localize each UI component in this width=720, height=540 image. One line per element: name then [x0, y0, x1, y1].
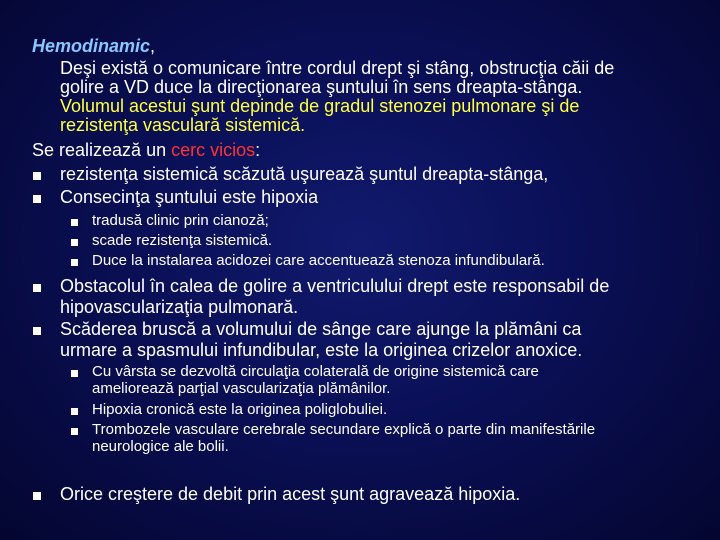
bullet-b-line-2: hipovascularizaţia pulmonară.	[60, 297, 299, 317]
intro-line-3: Volumul acestui şunt depinde de gradul stenozei pulmonare şi de	[60, 96, 580, 116]
sub-bullet-square-icon	[71, 219, 78, 226]
bullet-item: rezistenţa sistemică scăzută uşurează şuntul dreapta-stânga,	[60, 164, 549, 184]
intro-line-2: golire a VD duce la direcţionarea şuntului în sens dreapta-stânga.	[60, 77, 583, 97]
bullet-c-line-1: Scăderea bruscă a volumului de sânge care ajunge la plămâni ca	[60, 319, 582, 339]
title-text: Hemodinamic	[32, 36, 151, 56]
bullet-square-icon	[33, 327, 41, 335]
sub-bullet-square-icon	[71, 408, 78, 415]
sub-c-item-3-line-2: neurologice ale bolii.	[92, 438, 229, 455]
title-comma: ,	[150, 36, 156, 56]
cycle-statement	[32, 140, 260, 161]
sub-bullet-item: Duce la instalarea acidozei care accentuează stenoza infundibulară.	[92, 252, 545, 269]
statement-suffix: :	[255, 140, 261, 160]
sub-bullet-square-icon	[71, 259, 78, 266]
bullet-item: Consecinţa şuntului este hipoxia	[60, 187, 319, 207]
sub-c-item-2: Hipoxia cronică este la originea poliglobuliei.	[92, 401, 388, 418]
bullet-b-line-1: Obstacolul în calea de golire a ventriculului drept este responsabil de	[60, 276, 610, 296]
slide-title	[32, 36, 155, 57]
sub-bullet-item: tradusă clinic prin cianoză;	[92, 212, 269, 229]
bullet-square-icon	[33, 195, 41, 203]
sub-bullet-square-icon	[71, 239, 78, 246]
sub-c-item-3-line-1: Trombozele vasculare cerebrale secundare explică o parte din manifestările	[92, 421, 596, 438]
bullet-square-icon	[33, 284, 41, 292]
statement-prefix: Se realizează un	[32, 140, 172, 160]
bullet-square-icon	[33, 492, 41, 500]
sub-bullet-item: scade rezistenţa sistemică.	[92, 232, 273, 249]
bullet-d: Orice creştere de debit prin acest şunt agravează hipoxia.	[60, 484, 521, 504]
statement-highlight: cerc vicios	[171, 140, 256, 160]
sub-c-item-1-line-1: Cu vârsta se dezvoltă circulaţia colaterală de origine sistemică care	[92, 363, 539, 380]
bullet-square-icon	[33, 172, 41, 180]
bullet-c-line-2: urmare a spasmului infundibular, este la originea crizelor anoxice.	[60, 340, 583, 360]
intro-line-4: rezistenţa vasculară sistemică.	[60, 115, 306, 135]
sub-c-item-1-line-2: ameliorează parţial vascularizaţia plămânilor.	[92, 380, 391, 397]
sub-bullet-square-icon	[71, 428, 78, 435]
intro-line-1: Deşi există o comunicare între cordul drept şi stâng, obstrucţia căii de	[60, 58, 615, 78]
sub-bullet-square-icon	[71, 370, 78, 377]
